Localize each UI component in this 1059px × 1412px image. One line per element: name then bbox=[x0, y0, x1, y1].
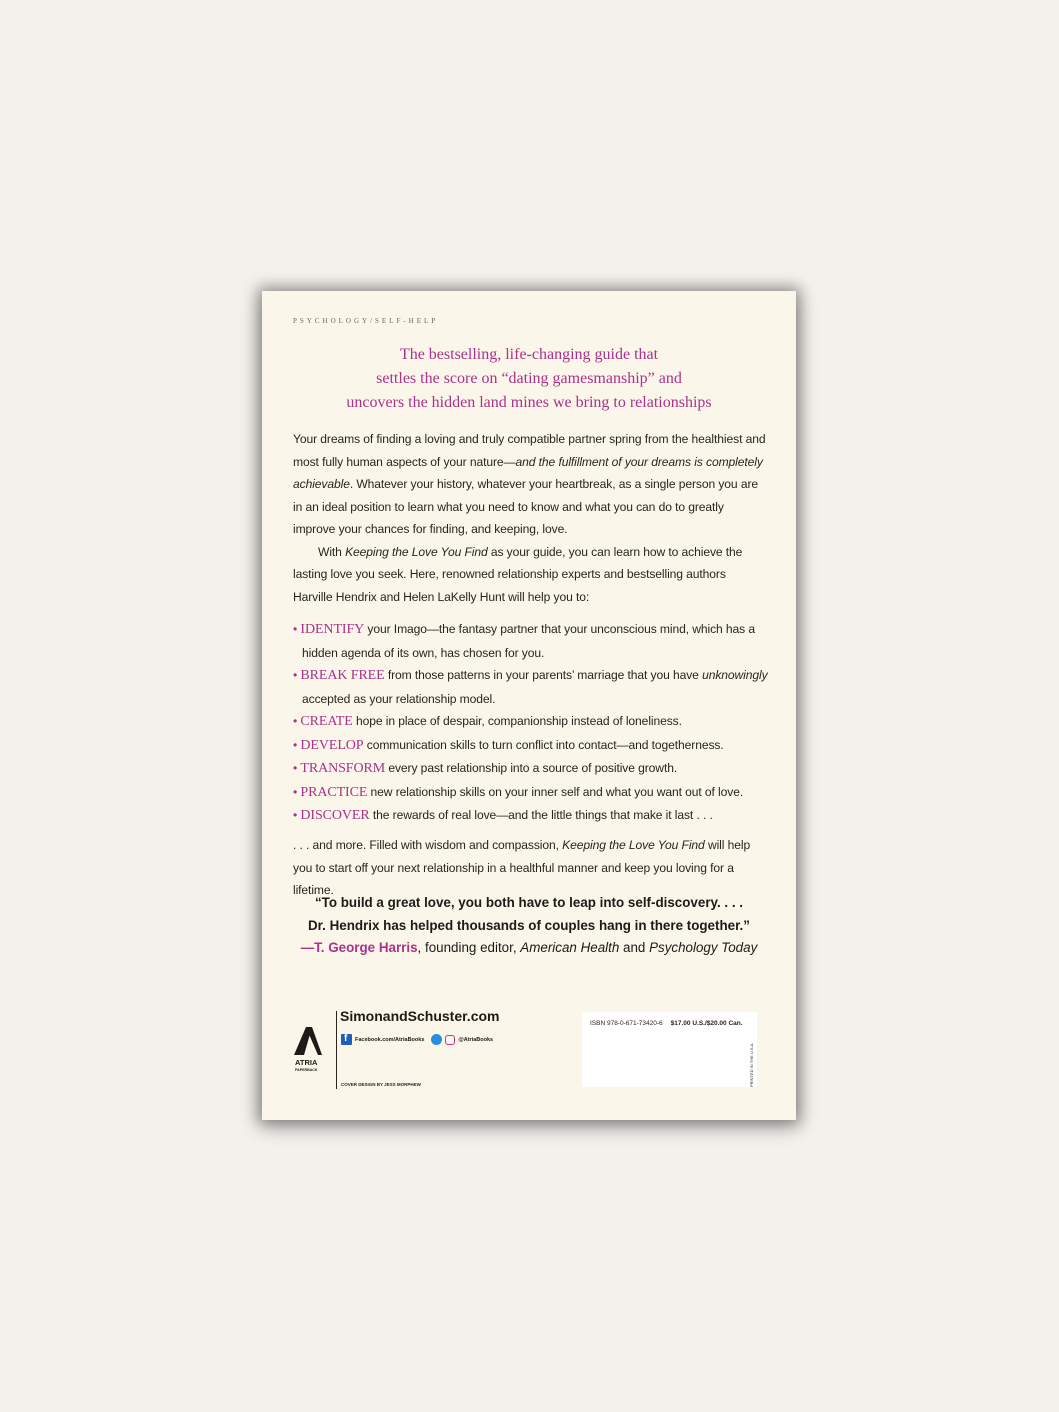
svg-text:PAPERBACK: PAPERBACK bbox=[295, 1068, 318, 1072]
headline bbox=[293, 343, 765, 415]
category-label: PSYCHOLOGY/SELF-HELP bbox=[293, 317, 439, 325]
list-item: • BREAK FREE from those patterns in your parents’ marriage that you have unknowingly accepted as your relationship model. bbox=[293, 668, 768, 706]
endorsement-quote bbox=[293, 892, 765, 960]
atria-logo bbox=[292, 1025, 332, 1073]
svg-text:ATRIA: ATRIA bbox=[295, 1058, 318, 1067]
headline-line-1: The bestselling, life-changing guide that bbox=[399, 346, 659, 363]
benefit-list bbox=[293, 618, 776, 828]
list-item: • TRANSFORM every past relationship into a source of positive growth. bbox=[293, 761, 678, 776]
closing-paragraph: . . . and more. Filled with wisdom and compassion, Keeping the Love You Find will help you to start off your next relationship in a healthful manner and keep you loving for a lifetime. bbox=[293, 838, 751, 897]
list-item: • DEVELOP communication skills to turn conflict into contact—and togetherness. bbox=[293, 737, 724, 753]
isbn-price bbox=[590, 1020, 743, 1027]
quote-line-2: Dr. Hendrix has helped thousands of couples hang in there together.” bbox=[308, 917, 750, 933]
headline-line-3: uncovers the hidden land mines we bring to relationships bbox=[346, 394, 712, 411]
barcode-area bbox=[582, 1012, 757, 1087]
quote-attribution: —T. George Harris, founding editor, American Health and Psychology Today bbox=[300, 940, 758, 955]
printed-in: PRINTED IN THE U.S.A. bbox=[749, 1042, 754, 1087]
facebook-link[interactable]: Facebook.com/AtriaBooks bbox=[355, 1036, 425, 1043]
quote-line-1: “To build a great love, you both have to leap into self-discovery. . . . bbox=[314, 895, 744, 910]
headline-line-2: settles the score on “dating gamesmanship” and bbox=[376, 370, 682, 387]
facebook-icon bbox=[341, 1034, 352, 1045]
book-back-cover bbox=[262, 291, 796, 1120]
cover-design-credit: COVER DESIGN BY JESS MORPHEW bbox=[341, 1082, 421, 1087]
isbn: ISBN 978-0-671-73420-6 bbox=[590, 1020, 663, 1027]
list-item: • IDENTIFY your Imago—the fantasy partner that your unconscious mind, which has a hidden agenda of its own, has chosen for you. bbox=[293, 622, 756, 660]
price: $17.00 U.S./$20.00 Can. bbox=[670, 1020, 743, 1027]
description bbox=[293, 428, 766, 608]
list-item: • PRACTICE new relationship skills on your inner self and what you want out of love. bbox=[293, 784, 744, 800]
instagram-icon bbox=[445, 1035, 455, 1045]
list-item: • CREATE hope in place of despair, companionship instead of loneliness. bbox=[293, 714, 682, 729]
atria-a-icon bbox=[292, 1025, 332, 1073]
divider bbox=[336, 1011, 337, 1089]
publisher-website[interactable]: SimonandSchuster.com bbox=[340, 1008, 500, 1024]
twitter-icon bbox=[431, 1034, 442, 1045]
list-item: • DISCOVER the rewards of real love—and the little things that make it last . . . bbox=[293, 808, 713, 823]
social-links bbox=[341, 1034, 493, 1045]
description-paragraph-1: Your dreams of finding a loving and truly compatible partner spring from the healthiest and most fully human aspects of your nature—and the fulfillment of your dreams is completely achievable. Whatever your history, whatever your heartbreak, as a single person you are in an ideal position to learn what you need to know and what you can do to greatly improve your chances for finding, and keeping, love. bbox=[293, 432, 766, 536]
social-handle[interactable]: @AtriaBooks bbox=[458, 1036, 494, 1043]
description-paragraph-2: With Keeping the Love You Find as your guide, you can learn how to achieve the lasting love you seek. Here, renowned relationship experts and bestselling authors Harville Hendrix and Helen LaKelly Hunt will help you to: bbox=[293, 544, 743, 604]
